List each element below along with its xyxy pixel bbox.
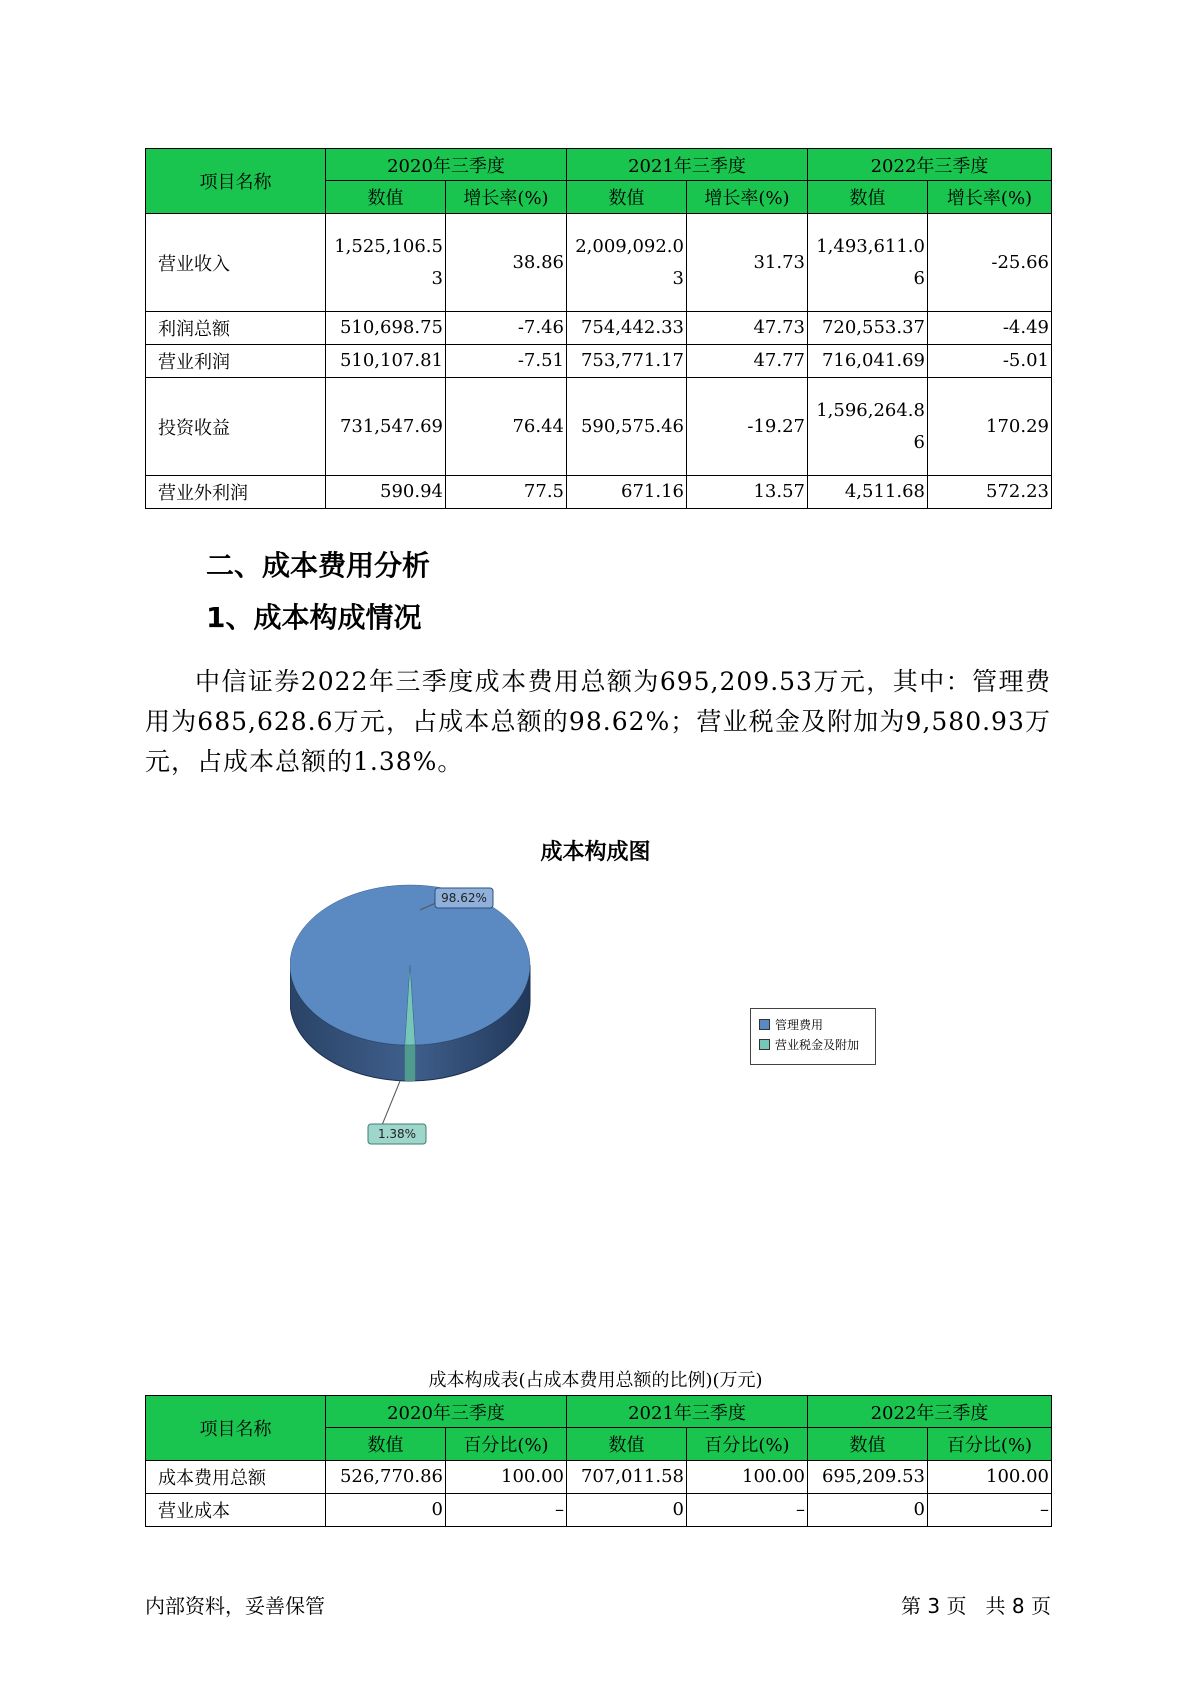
cell: – xyxy=(446,1494,567,1527)
table-row xyxy=(146,476,1052,509)
cell: 100.00 xyxy=(687,1461,808,1494)
cost-table xyxy=(145,1395,1052,1527)
chart-legend xyxy=(750,1008,876,1065)
pie-chart xyxy=(290,880,630,1160)
cell: 526,770.86 xyxy=(326,1461,446,1494)
table-row xyxy=(146,1461,1052,1494)
table-row xyxy=(146,214,1052,312)
financial-table xyxy=(145,148,1052,509)
header-value: 数值 xyxy=(326,1428,446,1461)
cell: 4,511.68 xyxy=(808,476,928,509)
header-value: 数值 xyxy=(567,181,687,214)
page-number: 第 3 页 共 8 页 xyxy=(901,1594,1051,1618)
body-paragraph: 中信证券2022年三季度成本费用总额为695,209.53万元，其中：管理费用为685,628.6万元，占成本总额的98.62%；营业税金及附加为9,580.93万元，占成本总额的1.38%。 xyxy=(145,667,1051,776)
chart-title: 成本构成图 xyxy=(540,840,651,865)
header-item-name: 项目名称 xyxy=(146,1396,326,1461)
cell: 572.23 xyxy=(928,476,1052,509)
table-row xyxy=(146,345,1052,378)
cell: 510,107.81 xyxy=(326,345,446,378)
cell: 31.73 xyxy=(687,214,808,312)
cell: 753,771.17 xyxy=(567,345,687,378)
legend-entry xyxy=(759,1035,875,1053)
cell: -7.51 xyxy=(446,345,567,378)
header-period: 2022年三季度 xyxy=(808,149,1052,181)
cell: – xyxy=(687,1494,808,1527)
table-row xyxy=(146,378,1052,476)
cell: 38.86 xyxy=(446,214,567,312)
cell: -7.46 xyxy=(446,312,567,345)
cell: 170.29 xyxy=(928,378,1052,476)
header-period: 2021年三季度 xyxy=(567,1396,808,1428)
legend-label: 管理费用 xyxy=(775,1017,824,1032)
cell: 707,011.58 xyxy=(567,1461,687,1494)
cell: 590,575.46 xyxy=(567,378,687,476)
header-rate: 增长率(%) xyxy=(928,181,1052,214)
cell: 671.16 xyxy=(567,476,687,509)
legend-swatch xyxy=(759,1019,770,1030)
row-name: 营业收入 xyxy=(146,214,326,312)
footer-left: 内部资料，妥善保管 xyxy=(145,1594,325,1618)
subsection-title: 1、成本构成情况 xyxy=(206,601,422,634)
cell: 0 xyxy=(808,1494,928,1527)
cell: 0 xyxy=(567,1494,687,1527)
legend-label: 营业税金及附加 xyxy=(775,1037,860,1052)
cell: 100.00 xyxy=(928,1461,1052,1494)
cell: 716,041.69 xyxy=(808,345,928,378)
cell: 47.73 xyxy=(687,312,808,345)
row-name: 营业利润 xyxy=(146,345,326,378)
header-value: 数值 xyxy=(326,181,446,214)
header-period: 2020年三季度 xyxy=(326,149,567,181)
header-period: 2021年三季度 xyxy=(567,149,808,181)
cell: 1,525,106.53 xyxy=(326,214,446,312)
cell: 77.5 xyxy=(446,476,567,509)
cell: 720,553.37 xyxy=(808,312,928,345)
cell: 695,209.53 xyxy=(808,1461,928,1494)
pie-data-label: 1.38% xyxy=(377,1127,417,1141)
cell: 100.00 xyxy=(446,1461,567,1494)
cell: 1,493,611.06 xyxy=(808,214,928,312)
header-value: 数值 xyxy=(567,1428,687,1461)
header-value: 数值 xyxy=(808,181,928,214)
header-period: 2020年三季度 xyxy=(326,1396,567,1428)
pie-top xyxy=(290,885,530,1045)
cell: 0 xyxy=(326,1494,446,1527)
cell: – xyxy=(928,1494,1052,1527)
cell: 47.77 xyxy=(687,345,808,378)
cell: 731,547.69 xyxy=(326,378,446,476)
table-row xyxy=(146,1494,1052,1527)
cell: 2,009,092.03 xyxy=(567,214,687,312)
header-period: 2022年三季度 xyxy=(808,1396,1052,1428)
row-name: 投资收益 xyxy=(146,378,326,476)
cell: -4.49 xyxy=(928,312,1052,345)
header-pct: 百分比(%) xyxy=(687,1428,808,1461)
header-item-name: 项目名称 xyxy=(146,149,326,214)
row-name: 营业外利润 xyxy=(146,476,326,509)
row-name: 利润总额 xyxy=(146,312,326,345)
header-pct: 百分比(%) xyxy=(928,1428,1052,1461)
header-rate: 增长率(%) xyxy=(687,181,808,214)
legend-entry xyxy=(759,1015,875,1033)
legend-swatch xyxy=(759,1039,770,1050)
cell: 590.94 xyxy=(326,476,446,509)
row-name: 成本费用总额 xyxy=(146,1461,326,1494)
table-row xyxy=(146,312,1052,345)
cell: 76.44 xyxy=(446,378,567,476)
pie-data-label: 98.62% xyxy=(441,891,487,905)
cell: -19.27 xyxy=(687,378,808,476)
section-title: 二、成本费用分析 xyxy=(206,549,431,582)
table-caption: 成本构成表(占成本费用总额的比例)(万元) xyxy=(428,1370,763,1391)
row-name: 营业成本 xyxy=(146,1494,326,1527)
cell: 754,442.33 xyxy=(567,312,687,345)
cell: 13.57 xyxy=(687,476,808,509)
header-value: 数值 xyxy=(808,1428,928,1461)
header-rate: 增长率(%) xyxy=(446,181,567,214)
cell: -25.66 xyxy=(928,214,1052,312)
pie-slice-side xyxy=(405,1045,415,1081)
cell: -5.01 xyxy=(928,345,1052,378)
header-pct: 百分比(%) xyxy=(446,1428,567,1461)
cell: 510,698.75 xyxy=(326,312,446,345)
cell: 1,596,264.86 xyxy=(808,378,928,476)
